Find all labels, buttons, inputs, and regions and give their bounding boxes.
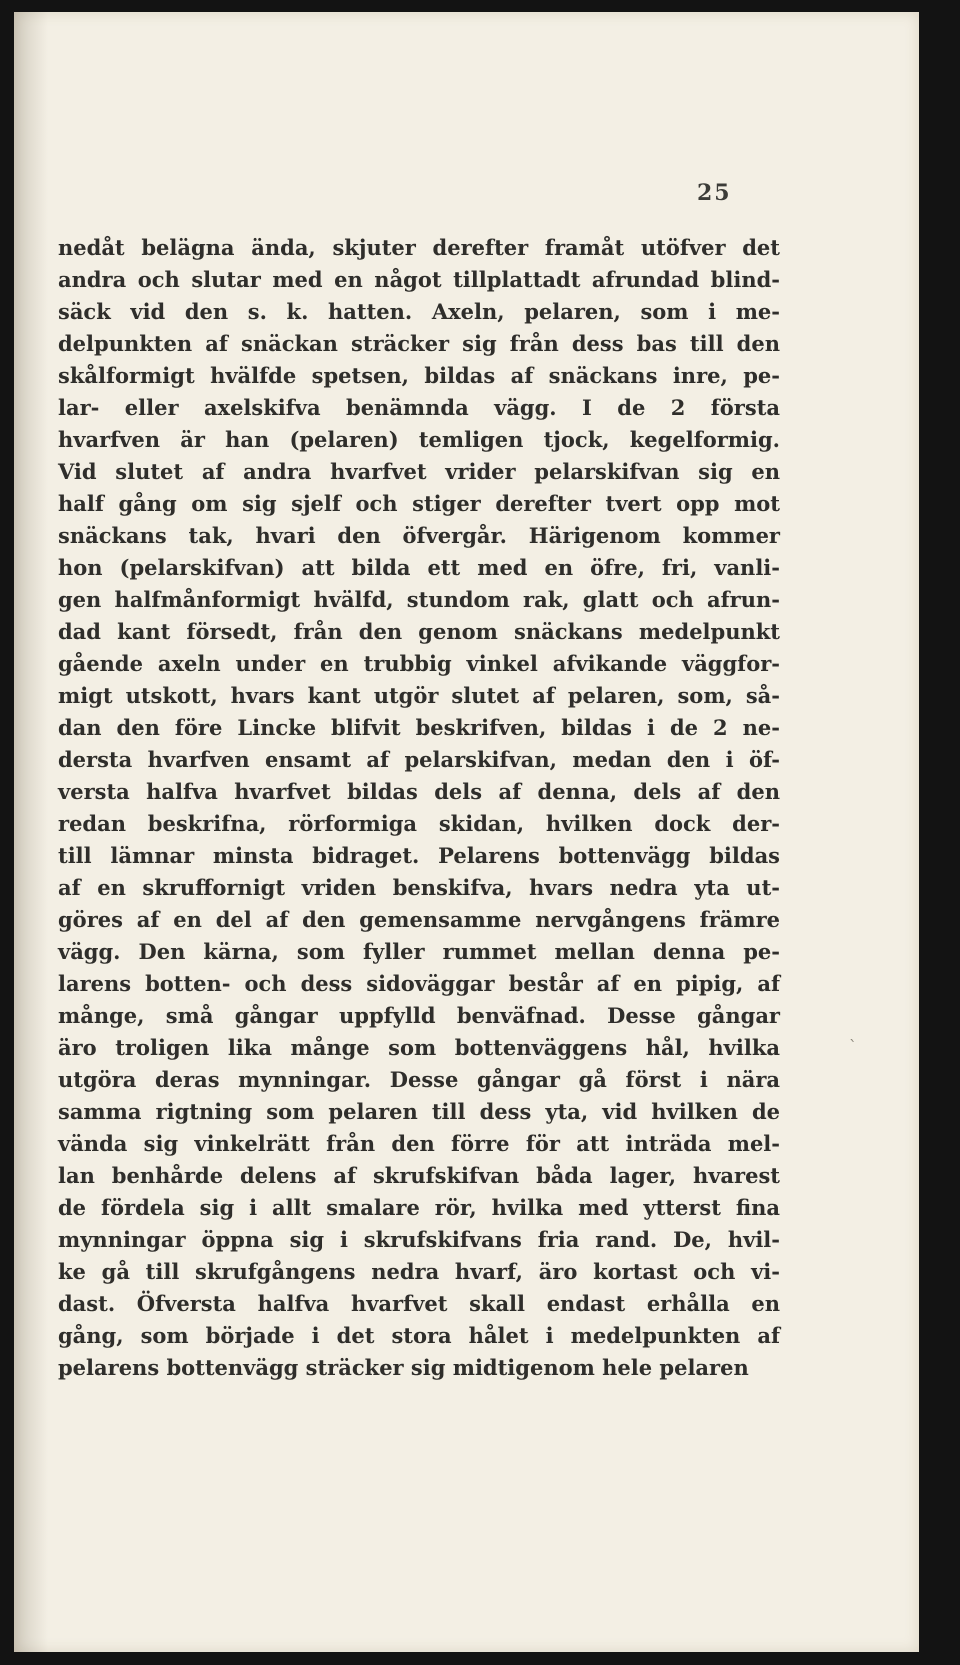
text-line: mynningar öppna sig i skrufskifvans fria rand. De, hvil- <box>58 1227 780 1252</box>
text-line: pelarens bottenvägg sträcker sig midtigenom hele pelaren <box>58 1355 749 1380</box>
text-line: dast. Öfversta halfva hvarfvet skall endast erhålla en <box>58 1291 780 1316</box>
body-text <box>58 232 780 1384</box>
text-line: nedåt belägna ända, skjuter derefter framåt utöfver det <box>58 235 780 260</box>
book-page <box>14 12 919 1652</box>
text-line: göres af en del af den gemensamme nervgångens främre <box>58 907 780 932</box>
text-line: gång, som började i det stora hålet i medelpunkten af <box>58 1323 780 1348</box>
text-line: vägg. Den kärna, som fyller rummet mellan denna pe- <box>58 939 780 964</box>
text-line: af en skruffornigt vriden benskifva, hvars nedra yta ut- <box>58 875 780 900</box>
text-line: gen halfmånformigt hvälfd, stundom rak, glatt och afrun- <box>58 587 780 612</box>
text-line: vända sig vinkelrätt från den förre för att inträda mel- <box>58 1131 780 1156</box>
spine-shadow <box>14 12 48 1652</box>
text-line: delpunkten af snäckan sträcker sig från dess bas till den <box>58 331 780 356</box>
text-line: samma rigtning som pelaren till dess yta, vid hvilken de <box>58 1099 780 1124</box>
text-line: ke gå till skrufgångens nedra hvarf, äro kortast och vi- <box>58 1259 780 1284</box>
text-line: migt utskott, hvars kant utgör slutet af pelaren, som, så- <box>58 683 780 708</box>
text-line: hvarfven är han (pelaren) temligen tjock, kegelformig. <box>58 427 780 452</box>
text-line: half gång om sig sjelf och stiger derefter tvert opp mot <box>58 491 780 516</box>
text-line: Vid slutet af andra hvarfvet vrider pelarskifvan sig en <box>58 459 780 484</box>
text-line: äro troligen lika månge som bottenväggens hål, hvilka <box>58 1035 780 1060</box>
text-line: redan beskrifna, rörformiga skidan, hvilken dock der- <box>58 811 780 836</box>
text-line: dersta hvarfven ensamt af pelarskifvan, medan den i öf- <box>58 747 780 772</box>
text-line: larens botten- och dess sidoväggar består af en pipig, af <box>58 971 780 996</box>
stray-mark: ` <box>849 1037 857 1056</box>
text-line: månge, små gångar uppfylld benväfnad. Desse gångar <box>58 1003 780 1028</box>
text-line: utgöra deras mynningar. Desse gångar gå först i nära <box>58 1067 780 1092</box>
text-line: skålformigt hvälfde spetsen, bildas af snäckans inre, pe- <box>58 363 780 388</box>
page-number: 25 <box>697 180 732 206</box>
text-line: lan benhårde delens af skrufskifvan båda lager, hvarest <box>58 1163 780 1188</box>
text-line: säck vid den s. k. hatten. Axeln, pelaren, som i me- <box>58 299 780 324</box>
text-line: snäckans tak, hvari den öfvergår. Härigenom kommer <box>58 523 780 548</box>
text-line: lar- eller axelskifva benämnda vägg. I de 2 första <box>58 395 780 420</box>
text-line: dad kant försedt, från den genom snäckans medelpunkt <box>58 619 780 644</box>
text-line: till lämnar minsta bidraget. Pelarens bottenvägg bildas <box>58 843 780 868</box>
text-line: andra och slutar med en något tillplattadt afrundad blind- <box>58 267 780 292</box>
text-line: hon (pelarskifvan) att bilda ett med en öfre, fri, vanli- <box>58 555 780 580</box>
text-line: dan den före Lincke blifvit beskrifven, bildas i de 2 ne- <box>58 715 780 740</box>
text-line: gående axeln under en trubbig vinkel afvikande väggfor- <box>58 651 780 676</box>
text-line: de fördela sig i allt smalare rör, hvilka med ytterst fina <box>58 1195 780 1220</box>
text-line: versta halfva hvarfvet bildas dels af denna, dels af den <box>58 779 780 804</box>
